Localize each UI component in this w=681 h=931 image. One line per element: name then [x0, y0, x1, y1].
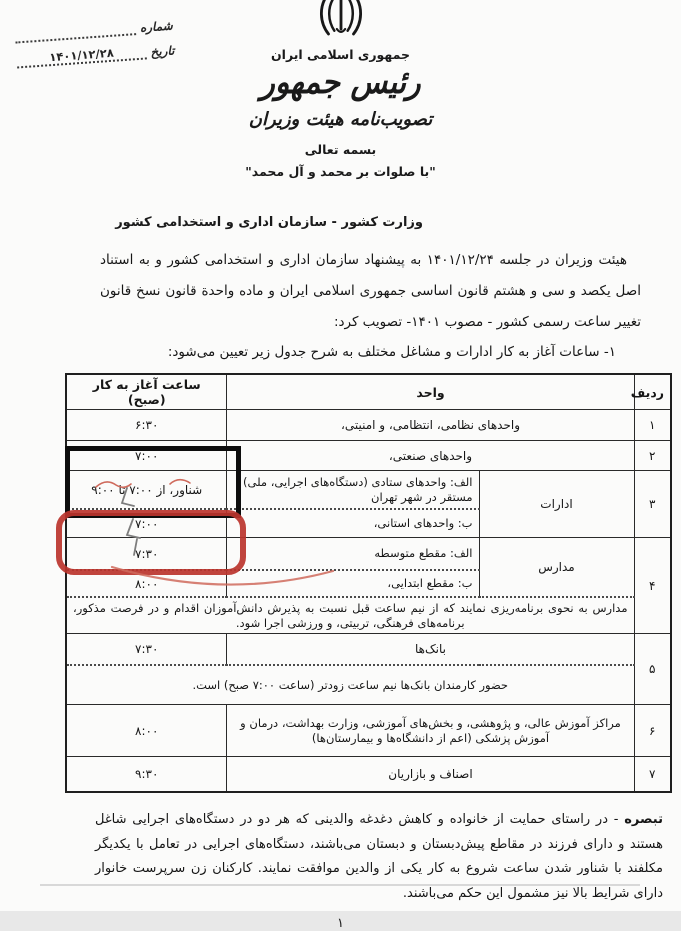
decree-item-1: ۱- ساعات آغاز به کار ادارات و مشاغل مختلف به شرح جدول زیر تعیین می‌شود: — [167, 344, 616, 360]
table-row-4-note — [66, 597, 671, 634]
salawat-line: "با صلوات بر محمد و آل محمد" — [245, 164, 436, 179]
banks-note-cell: حضور کارمندان بانک‌ها نیم ساعت زودتر (ساعت ۷:۰۰ صبح) است. — [66, 665, 634, 705]
row-5-unit: بانک‌ها — [227, 634, 634, 666]
row-6-unit: مراکز آموزش عالی، و پژوهشی، و بخش‌های آموزشی، وزارت بهداشت، درمان و آموزش پزشکی (اعم از دانشگاه‌ها و بیمارستان‌ها) — [227, 705, 634, 757]
row-4a-unit: الف: مقطع متوسطه — [227, 538, 479, 571]
row-1-time: ۶:۳۰ — [66, 410, 227, 441]
date-value: ۱۴۰۱/۱۲/۲۸ — [16, 43, 147, 68]
decree-title: تصویب‌نامه هیئت وزیران — [248, 109, 433, 130]
row-5-number: ۵ — [634, 634, 671, 705]
row-6-time: ۸:۰۰ — [66, 705, 227, 757]
header-row-number: ردیف — [634, 374, 671, 410]
row-1-unit: واحدهای نظامی، انتظامی، و امنیتی، — [227, 410, 634, 441]
table-row-6 — [66, 705, 671, 757]
row-3b-unit: ب: واحدهای استانی، — [227, 509, 479, 538]
row-5-time: ۷:۳۰ — [66, 634, 227, 666]
row-7-number: ۷ — [634, 757, 671, 793]
schools-note-cell: مدارس به نحوی برنامه‌ریزی نمایند که از نیم ساعت قبل نسبت به پذیرش دانش‌آموزان اقدام و در فرصت مذکور، برنامه‌های فرهنگی، تربیتی، و ورزشی اجرا شود. — [66, 597, 634, 634]
table-header-row — [66, 374, 671, 410]
offices-category-cell: ادارات — [479, 471, 634, 538]
country-title: جمهوری اسلامی ایران — [271, 47, 410, 62]
row-4b-unit: ب: مقطع ابتدایی، — [227, 570, 479, 597]
row-3b-time: ۷:۰۰ — [66, 509, 227, 538]
table-row-2 — [66, 441, 671, 471]
table-row-1 — [66, 410, 671, 441]
bismillah-line: بسمه تعالی — [304, 142, 377, 157]
tabsereh-note — [95, 808, 663, 906]
date-label: تاریخ — [150, 43, 175, 60]
page-number: ۱ — [337, 916, 344, 931]
row-4b-time: ۸:۰۰ — [66, 570, 227, 597]
header-unit: واحد — [227, 374, 634, 410]
number-label: شماره — [139, 18, 174, 35]
number-dotted-line — [15, 33, 136, 43]
row-2-number: ۲ — [634, 441, 671, 471]
addressee-line: وزارت کشور - سازمان اداری و استخدامی کشور — [115, 215, 423, 230]
tabsereh-label: تبصره — [624, 812, 663, 827]
table-row-5-note — [66, 665, 671, 705]
work-hours-table — [65, 373, 672, 793]
schools-category-cell: مدارس — [479, 538, 634, 598]
row-3-number: ۳ — [634, 471, 671, 538]
row-2-unit: واحدهای صنعتی، — [227, 441, 634, 471]
row-3a-time: شناور، از ۷:۰۰ تا ۹:۰۰ — [66, 471, 227, 510]
row-7-time: ۹:۳۰ — [66, 757, 227, 793]
row-1-number: ۱ — [634, 410, 671, 441]
table-row-5a — [66, 634, 671, 666]
president-title: رئیس جمهور — [260, 63, 421, 102]
header-start-time: ساعت آغاز به کار (صبح) — [66, 374, 227, 410]
row-4a-time: ۷:۳۰ — [66, 538, 227, 571]
row-6-number: ۶ — [634, 705, 671, 757]
scan-edge-shadow — [40, 884, 640, 886]
table-row-7 — [66, 757, 671, 793]
row-2-time: ۷:۰۰ — [66, 441, 227, 471]
row-3a-unit: الف: واحدهای ستادی (دستگاه‌های اجرایی، ملی) مستقر در شهر تهران — [227, 471, 479, 510]
iran-emblem-icon — [316, 0, 366, 42]
row-7-unit: اصناف و بازاریان — [227, 757, 634, 793]
table-row-3a — [66, 471, 671, 510]
table-row-4a — [66, 538, 671, 571]
decree-paragraph: هیئت وزیران در جلسه ۱۴۰۱/۱۲/۲۴ به پیشنهاد سازمان اداری و استخدامی کشور و به استناد اصل یکصد و سی و هشتم قانون اساسی جمهوری اسلامی ایران و ماده واحدة قانون نسخ قانون تغییر ساعت رسمی کشور - مصوب ۱۴۰۱- تصویب کرد: — [100, 252, 641, 330]
row-4-number: ۴ — [634, 538, 671, 634]
tabsereh-text: - در راستای حمایت از خانواده و کاهش دغدغه والدینی که هر دو در دستگاه‌های اجرایی شاغل هستند و دارای فرزند در مقاطع پیش‌دبستان و دبستان می‌باشند، دستگاه‌های اجرایی در تعامل با یکدیگر مکلفند با شناور شدن ساعت شروع به کار یکی از والدین موافقت نمایند. کارکنان زن سرپرست خانوار دارای شرایط بالا نیز مشمول این حکم می‌باشند. — [95, 812, 663, 901]
